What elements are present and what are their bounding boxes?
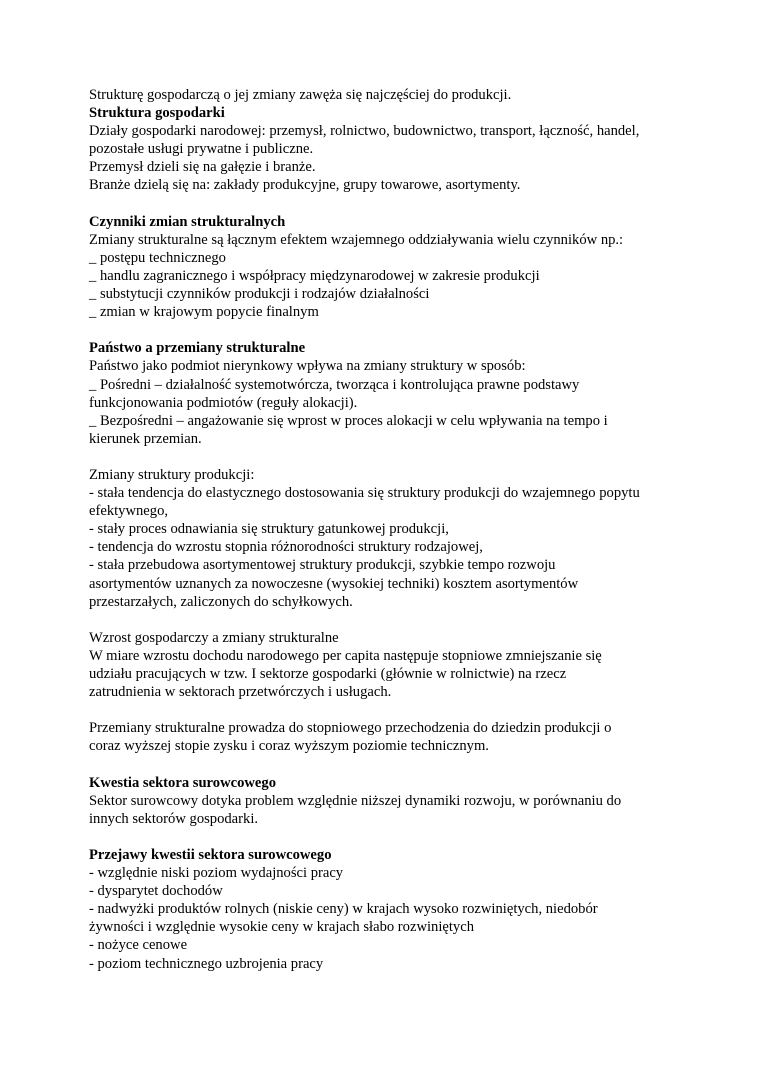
heading-czynniki-zmian: Czynniki zmian strukturalnych [89,213,286,230]
paragraph-line: pozostałe usługi prywatne i publiczne. [89,141,314,158]
paragraph-line: coraz wyższej stopie zysku i coraz wyższym poziomie technicznym. [89,738,489,755]
list-item: - nożyce cenowe [89,937,188,954]
heading-wzrost-gospodarczy: Wzrost gospodarczy a zmiany strukturalne [89,629,339,646]
intro-text: Strukturę gospodarczą o jej zmiany zawęża się najczęściej do produkcji. [89,87,512,103]
list-item-continuation: żywności i względnie wysokie ceny w krajach słabo rozwiniętych [89,919,474,936]
list-item-continuation: przestarzałych, zaliczonych do schyłkowych. [89,593,353,610]
list-item: _ substytucji czynników produkcji i rodzajów działalności [89,286,430,303]
list-item: _ postępu technicznego [89,249,226,266]
blank-line [89,448,689,466]
blank-line [89,828,689,846]
list-item: _ handlu zagranicznego i współpracy międzynarodowej w zakresie produkcji [89,267,540,284]
list-item: _ Pośredni – działalność systemotwórcza, tworząca i kontrolująca prawne podstawy [89,376,580,393]
heading-struktura-gospodarki: Struktura gospodarki [89,105,225,122]
paragraph-line: Zmiany strukturalne są łącznym efektem wzajemnego oddziaływania wielu czynników np.: [89,231,624,248]
list-item: _ Bezpośredni – angażowanie się wprost w proces alokacji w celu wpływania na tempo i [89,412,608,429]
blank-line [89,755,689,773]
heading-panstwo: Państwo a przemiany strukturalne [89,340,306,357]
paragraph-line: innych sektorów gospodarki. [89,810,259,827]
list-item: - stały proces odnawiania się struktury gatunkowej produkcji, [89,521,449,538]
list-item: - stała przebudowa asortymentowej struktury produkcji, szybkie tempo rozwoju [89,557,556,574]
heading-przejawy-kwestii: Przejawy kwestii sektora surowcowego [89,846,332,863]
paragraph-line: Działy gospodarki narodowej: przemysł, rolnictwo, budownictwo, transport, łączność, handel, [89,123,640,140]
list-item-continuation: asortymentów uznanych za nowoczesne (wysokiej techniki) kosztem asortymentów [89,575,579,592]
paragraph-line: W miare wzrostu dochodu narodowego per capita następuje stopniowe zmniejszanie się [89,647,602,664]
paragraph-line: zatrudnienia w sektorach przetwórczych i usługach. [89,684,392,701]
list-item-continuation: efektywnego, [89,503,169,520]
paragraph-line: Przemiany strukturalne prowadza do stopniowego przechodzenia do dziedzin produkcji o [89,720,612,737]
blank-line [89,195,689,213]
list-item-continuation: funkcjonowania podmiotów (reguły alokacji). [89,394,358,411]
paragraph-line: Państwo jako podmiot nierynkowy wpływa na zmiany struktury w sposób: [89,358,526,375]
blank-line [89,321,689,339]
document-page [89,86,689,973]
list-item: - dysparytet dochodów [89,883,223,900]
blank-line [89,701,689,719]
list-item-continuation: kierunek przemian. [89,430,202,447]
paragraph-line: Branże dzielą się na: zakłady produkcyjne, grupy towarowe, asortymenty. [89,177,521,194]
list-item: - tendencja do wzrostu stopnia różnorodności struktury rodzajowej, [89,539,483,556]
list-item: _ zmian w krajowym popycie finalnym [89,304,319,321]
blank-line [89,611,689,629]
paragraph-line: Przemysł dzieli się na gałęzie i branże. [89,159,316,176]
list-item: - poziom technicznego uzbrojenia pracy [89,955,324,972]
list-item: - nadwyżki produktów rolnych (niskie ceny) w krajach wysoko rozwiniętych, niedobór [89,901,598,918]
paragraph-line: Sektor surowcowy dotyka problem względnie niższej dynamiki rozwoju, w porównaniu do [89,792,622,809]
paragraph-line: udziału pracujących w tzw. I sektorze gospodarki (głównie w rolnictwie) na rzecz [89,666,567,682]
list-item: - względnie niski poziom wydajności pracy [89,865,344,882]
list-item: - stała tendencja do elastycznego dostosowania się struktury produkcji do wzajemnego popytu [89,485,640,502]
heading-kwestia-sektora: Kwestia sektora surowcowego [89,774,276,791]
heading-zmiany-struktury: Zmiany struktury produkcji: [89,466,255,483]
